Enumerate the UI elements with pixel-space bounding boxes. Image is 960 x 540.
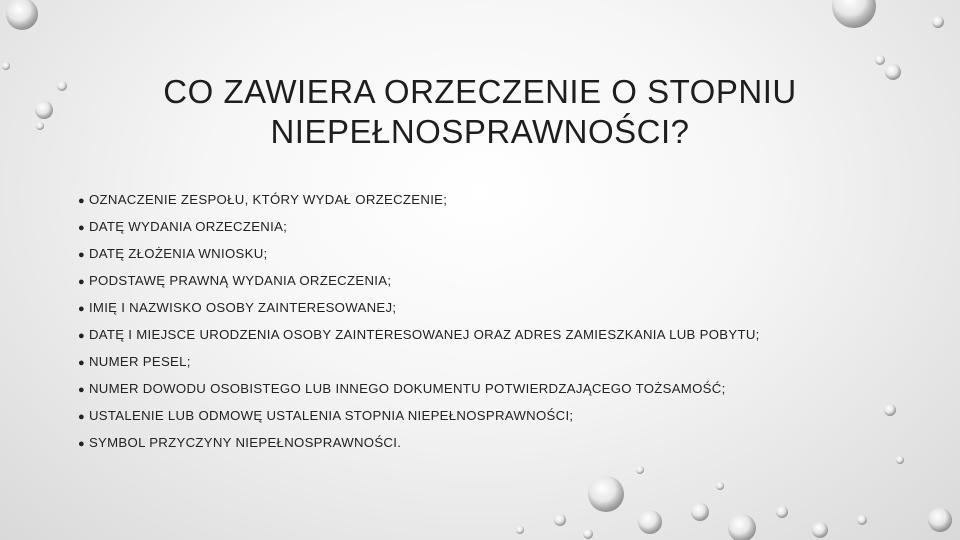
droplet: [716, 482, 724, 490]
bullet-icon: ●: [78, 276, 85, 288]
list-item: [78, 348, 898, 375]
list-item: [78, 402, 898, 429]
list-item: [78, 240, 898, 267]
bullet-icon: ●: [78, 438, 85, 450]
droplet: [776, 506, 788, 518]
droplet: [875, 55, 885, 65]
list-item-text: DATĘ I MIEJSCE URODZENIA OSOBY ZAINTERESOWANEJ ORAZ ADRES ZAMIESZKANIA LUB POBYTU;: [88, 327, 760, 342]
list-item-text: DATĘ ZŁOŻENIA WNIOSKU;: [88, 246, 268, 261]
bullet-icon: ●: [78, 357, 85, 369]
droplet: [588, 476, 624, 512]
droplet: [638, 510, 662, 534]
droplet: [896, 456, 904, 464]
list-item-text: SYMBOL PRZYCZYNY NIEPEŁNOSPRAWNOŚCI.: [88, 435, 402, 450]
droplet: [516, 526, 524, 534]
droplet: [812, 522, 828, 538]
slide-title: [80, 72, 880, 152]
bullet-icon: ●: [78, 411, 85, 423]
list-item-text: IMIĘ I NAZWISKO OSOBY ZAINTERESOWANEJ;: [88, 300, 397, 315]
droplet: [928, 508, 952, 532]
droplet: [857, 515, 867, 525]
droplet: [885, 64, 901, 80]
droplet: [57, 81, 67, 91]
list-item-text: PODSTAWĘ PRAWNĄ WYDANIA ORZECZENIA;: [88, 273, 392, 288]
list-item-text: OZNACZENIE ZESPOŁU, KTÓRY WYDAŁ ORZECZENIE;: [88, 192, 448, 207]
title-line-2: NIEPEŁNOSPRAWNOŚCI?: [270, 113, 690, 150]
bullet-icon: ●: [78, 384, 85, 396]
title-line-1: CO ZAWIERA ORZECZENIE O STOPNIU: [163, 73, 797, 110]
bullet-icon: ●: [78, 222, 85, 234]
list-item: [78, 321, 898, 348]
bullet-icon: ●: [78, 249, 85, 261]
droplet: [832, 0, 876, 28]
droplet: [6, 0, 38, 30]
bullet-icon: ●: [78, 330, 85, 342]
list-item: [78, 267, 898, 294]
bullet-list: [78, 186, 898, 456]
list-item: [78, 429, 898, 456]
list-item-text: NUMER PESEL;: [88, 354, 191, 369]
list-item: [78, 213, 898, 240]
droplet: [36, 122, 44, 130]
list-item-text: DATĘ WYDANIA ORZECZENIA;: [88, 219, 288, 234]
bullet-icon: ●: [78, 303, 85, 315]
list-item: [78, 375, 898, 402]
droplet: [35, 101, 53, 119]
droplet: [583, 529, 593, 539]
list-item-text: USTALENIE LUB ODMOWĘ USTALENIA STOPNIA NIEPEŁNOSPRAWNOŚCI;: [88, 408, 574, 423]
list-item: [78, 294, 898, 321]
droplet: [691, 503, 709, 521]
bullet-icon: ●: [78, 195, 85, 207]
droplet: [554, 514, 566, 526]
droplet: [932, 16, 944, 28]
droplet: [2, 62, 10, 70]
droplet: [636, 466, 644, 474]
list-item-text: NUMER DOWODU OSOBISTEGO LUB INNEGO DOKUMENTU POTWIERDZAJĄCEGO TOŻSAMOŚĆ;: [88, 381, 726, 396]
list-item: [78, 186, 898, 213]
droplet: [728, 514, 756, 540]
